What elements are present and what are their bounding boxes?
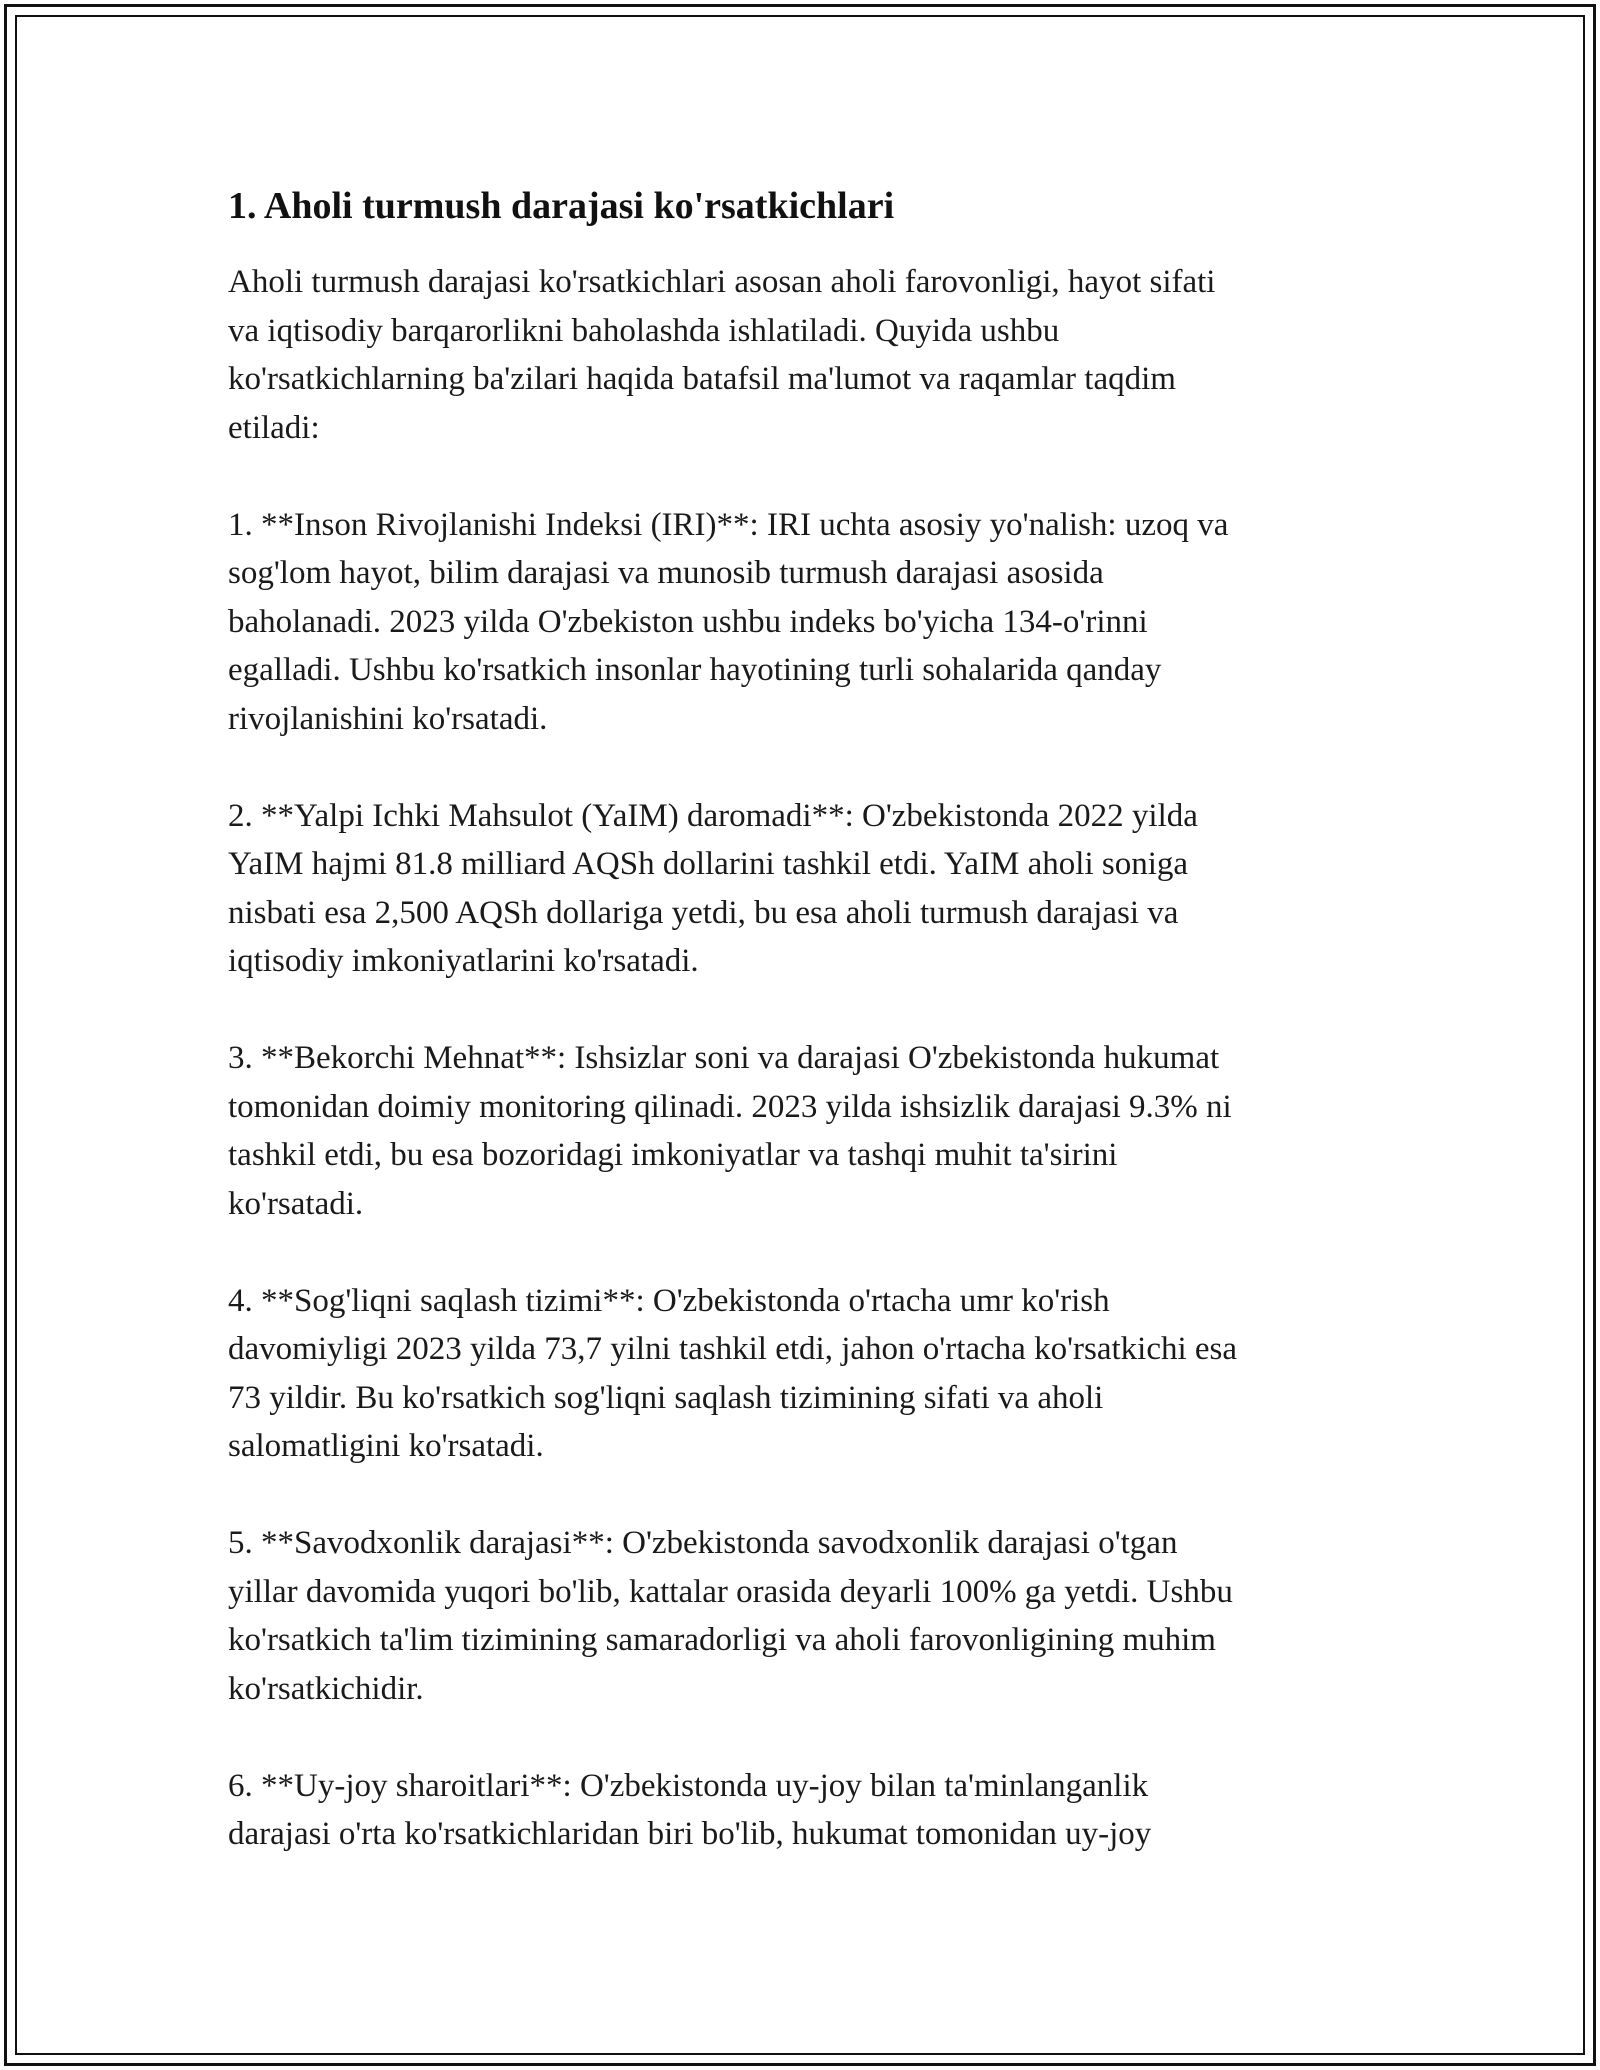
list-item-iri: 1. **Inson Rivojlanishi Indeksi (IRI)**: IRI uchta asosiy yo'nalish: uzoq va sog'lom hayot, bilim darajasi va munosib turmush darajasi asosida baholanadi. 2023 yilda O'zbekiston ushbu indeks bo'yicha 134-o'rinni egalladi. Ushbu ko'rsatkich insonlar hayotining turli sohalarida qanday rivojlanishini ko'rsatadi. <box>228 506 1229 737</box>
list-item-savodxonlik: 5. **Savodxonlik darajasi**: O'zbekistonda savodxonlik darajasi o'tgan yillar davomida yuqori bo'lib, kattalar orasida deyarli 100% ga yetdi. Ushbu ko'rsatkich ta'lim tizimining samaradorligi va aholi farovonligining muhim ko'rsatkichidir. <box>228 1525 1233 1707</box>
intro-paragraph: Aholi turmush darajasi ko'rsatkichlari asosan aholi farovonligi, hayot sifati va iqtisodiy barqarorlikni baholashda ishlatiladi. Quyida ushbu ko'rsatkichlarning ba'zilari haqida batafsil ma'lumot va raqamlar taqdim etiladi: <box>228 264 1216 446</box>
document-body <box>228 182 1378 1907</box>
list-item-uy-joy: 6. **Uy-joy sharoitlari**: O'zbekistonda uy-joy bilan ta'minlanganlik darajasi o'rta ko'rsatkichlaridan biri bo'lib, hukumat tomonidan uy-joy <box>228 1767 1152 1852</box>
page-title: 1. Aholi turmush darajasi ko'rsatkichlari <box>228 185 895 227</box>
list-item-yaim: 2. **Yalpi Ichki Mahsulot (YaIM) daromadi**: O'zbekistonda 2022 yilda YaIM hajmi 81.8 milliard AQSh dollarini tashkil etdi. YaIM aholi soniga nisbati esa 2,500 AQSh dollariga yetdi, bu esa aholi turmush darajasi va iqtisodiy imkoniyatlarini ko'rsatadi. <box>228 797 1198 979</box>
list-item-bekorchi-mehnat: 3. **Bekorchi Mehnat**: Ishsizlar soni va darajasi O'zbekistonda hukumat tomonidan doimiy monitoring qilinadi. 2023 yilda ishsizlik darajasi 9.3% ni tashkil etdi, bu esa bozoridagi imkoniyatlar va tashqi muhit ta'sirini ko'rsatadi. <box>228 1040 1232 1222</box>
list-item-sogliqni-saqlash: 4. **Sog'liqni saqlash tizimi**: O'zbekistonda o'rtacha umr ko'rish davomiyligi 2023 yilda 73,7 yilni tashkil etdi, jahon o'rtacha ko'rsatkichi esa 73 yildir. Bu ko'rsatkich sog'liqni saqlash tizimining sifati va aholi salomatligini ko'rsatadi. <box>228 1282 1238 1464</box>
